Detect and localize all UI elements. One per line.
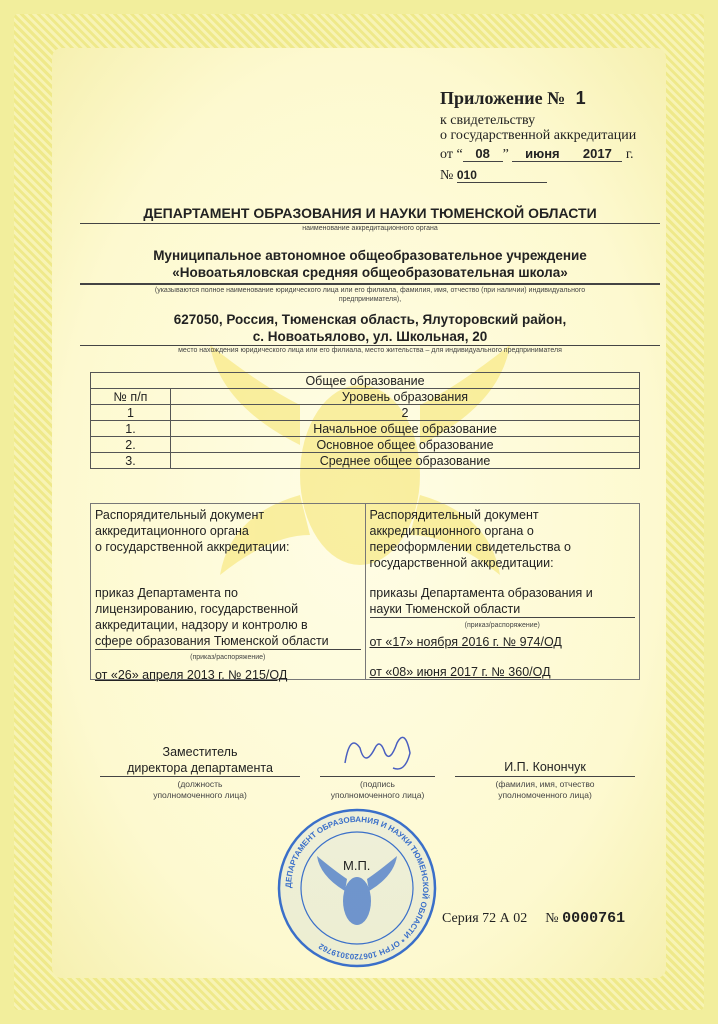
number-label: № [440, 168, 454, 183]
caption-line: (должность [177, 779, 223, 789]
authority-caption: наименование аккредитационного органа [302, 225, 438, 232]
divider [80, 345, 660, 346]
body-line: сфере образования Тюменской области [95, 633, 361, 650]
body-line: лицензированию, государственной [95, 602, 299, 616]
signature-line [100, 776, 300, 777]
order-reference: от «08» июня 2017 г. № 360/ОД [369, 665, 551, 679]
body-line: приказы Департамента образования и [369, 586, 593, 600]
date-day: 08 [463, 146, 503, 162]
organization-caption [80, 286, 660, 304]
documents-left [91, 504, 365, 682]
heading-line: аккредитационного органа [95, 524, 249, 538]
column-number: 1 [91, 405, 171, 421]
signature-line [320, 776, 435, 777]
heading-line: Распорядительный документ [95, 508, 265, 522]
address-line2: с. Новоатьялово, ул. Школьная, 20 [252, 329, 488, 344]
row-level: Среднее общее образование [171, 453, 640, 469]
row-level: Основное общее образование [171, 437, 640, 453]
heading-line: государственной аккредитации: [369, 556, 554, 570]
table-row [91, 421, 640, 437]
stamp-text: ДЕПАРТАМЕНТ ОБРАЗОВАНИЯ И НАУКИ ТЮМЕНСКОЙ ОБЛАСТИ * ОГРН 1067203019762 [283, 814, 431, 962]
series-label: Серия 72 А 02 [442, 911, 528, 926]
appendix-line2: о государственной аккредитации [440, 128, 637, 143]
body-line: аккредитации, надзору и контролю в [95, 618, 308, 632]
order-reference: от «17» ноября 2016 г. № 974/ОД [369, 635, 562, 649]
organization-line2: «Новоатьяловская средняя общеобразовательная школа» [172, 265, 568, 280]
row-number: 2. [91, 437, 171, 453]
stamp-placeholder: М.П. [343, 858, 371, 873]
row-number: 3. [91, 453, 171, 469]
body-line: приказ Департамента по [95, 586, 238, 600]
number-value: 010 [457, 168, 547, 183]
documents-right [365, 504, 640, 679]
address-line1: 627050, Россия, Тюменская область, Ялуторовский район, [173, 312, 567, 327]
series-number-label: № [545, 911, 559, 926]
body-line: науки Тюменской области [370, 601, 636, 618]
signer-name: И.П. Конончук [504, 760, 586, 774]
caption-line: (указываются полное наименование юридического лица или его филиала, фамилия, имя, отчество (при наличии) индивидуального [154, 287, 586, 294]
row-level: Начальное общее образование [171, 421, 640, 437]
heading-line: переоформлении свидетельства о [369, 540, 571, 554]
column-number: 2 [171, 405, 640, 421]
caption-line: (подпись [360, 779, 395, 789]
authority-name: ДЕПАРТАМЕНТ ОБРАЗОВАНИЯ И НАУКИ ТЮМЕНСКОЙ ОБЛАСТИ [143, 205, 597, 221]
signature-line [455, 776, 635, 777]
table-row [91, 453, 640, 469]
table-row [91, 437, 640, 453]
order-caption: (приказ/распоряжение) [190, 654, 266, 661]
series-line [442, 910, 625, 927]
column-header: Уровень образования [171, 389, 640, 405]
order-reference: от «26» апреля 2013 г. № 215/ОД [95, 668, 288, 682]
divider [80, 283, 660, 285]
documents-table [90, 503, 640, 680]
official-stamp [275, 806, 440, 971]
signature-mark [335, 728, 425, 774]
caption-line: предпринимателя), [338, 296, 402, 303]
organization-line1: Муниципальное автономное общеобразовательное учреждение [153, 248, 587, 263]
appendix-title [440, 88, 586, 109]
table-title: Общее образование [91, 373, 640, 389]
row-number: 1. [91, 421, 171, 437]
date-year: 2017 [572, 146, 622, 162]
caption-line: уполномоченного лица) [153, 790, 247, 800]
divider [80, 223, 660, 224]
date-month: июня [512, 146, 572, 162]
signer-position [100, 744, 300, 776]
caption-line: (фамилия, имя, отчество [495, 779, 595, 789]
column-header: № п/п [91, 389, 171, 405]
heading-line: Распорядительный документ [369, 508, 539, 522]
sign-caption [310, 779, 445, 801]
organization-name [80, 247, 660, 281]
name-caption [455, 779, 635, 801]
education-table [90, 372, 640, 469]
appendix-line1: к свидетельству [440, 113, 536, 128]
address [80, 311, 660, 345]
date-prefix: от [440, 147, 453, 162]
address-caption: место нахождения юридического лица или его филиала, место жительства – для индивидуального предпринимателя [178, 347, 562, 354]
caption-line: уполномоченного лица) [330, 790, 425, 800]
caption-line: уполномоченного лица) [498, 790, 592, 800]
heading-line: о государственной аккредитации: [95, 540, 290, 554]
appendix-number: 1 [575, 88, 586, 108]
position-line: Заместитель [162, 745, 238, 759]
heading-line: аккредитационного органа о [369, 524, 534, 538]
position-caption [100, 779, 300, 801]
appendix-number-line [440, 168, 547, 184]
position-line: директора департамента [127, 761, 273, 775]
appendix-label: Приложение № [440, 88, 566, 108]
series-number: 0000761 [562, 910, 626, 927]
year-suffix: г. [625, 147, 634, 162]
appendix-date: от “ 08 ” июня 2017 г. [440, 146, 634, 162]
order-caption: (приказ/распоряжение) [464, 622, 540, 629]
